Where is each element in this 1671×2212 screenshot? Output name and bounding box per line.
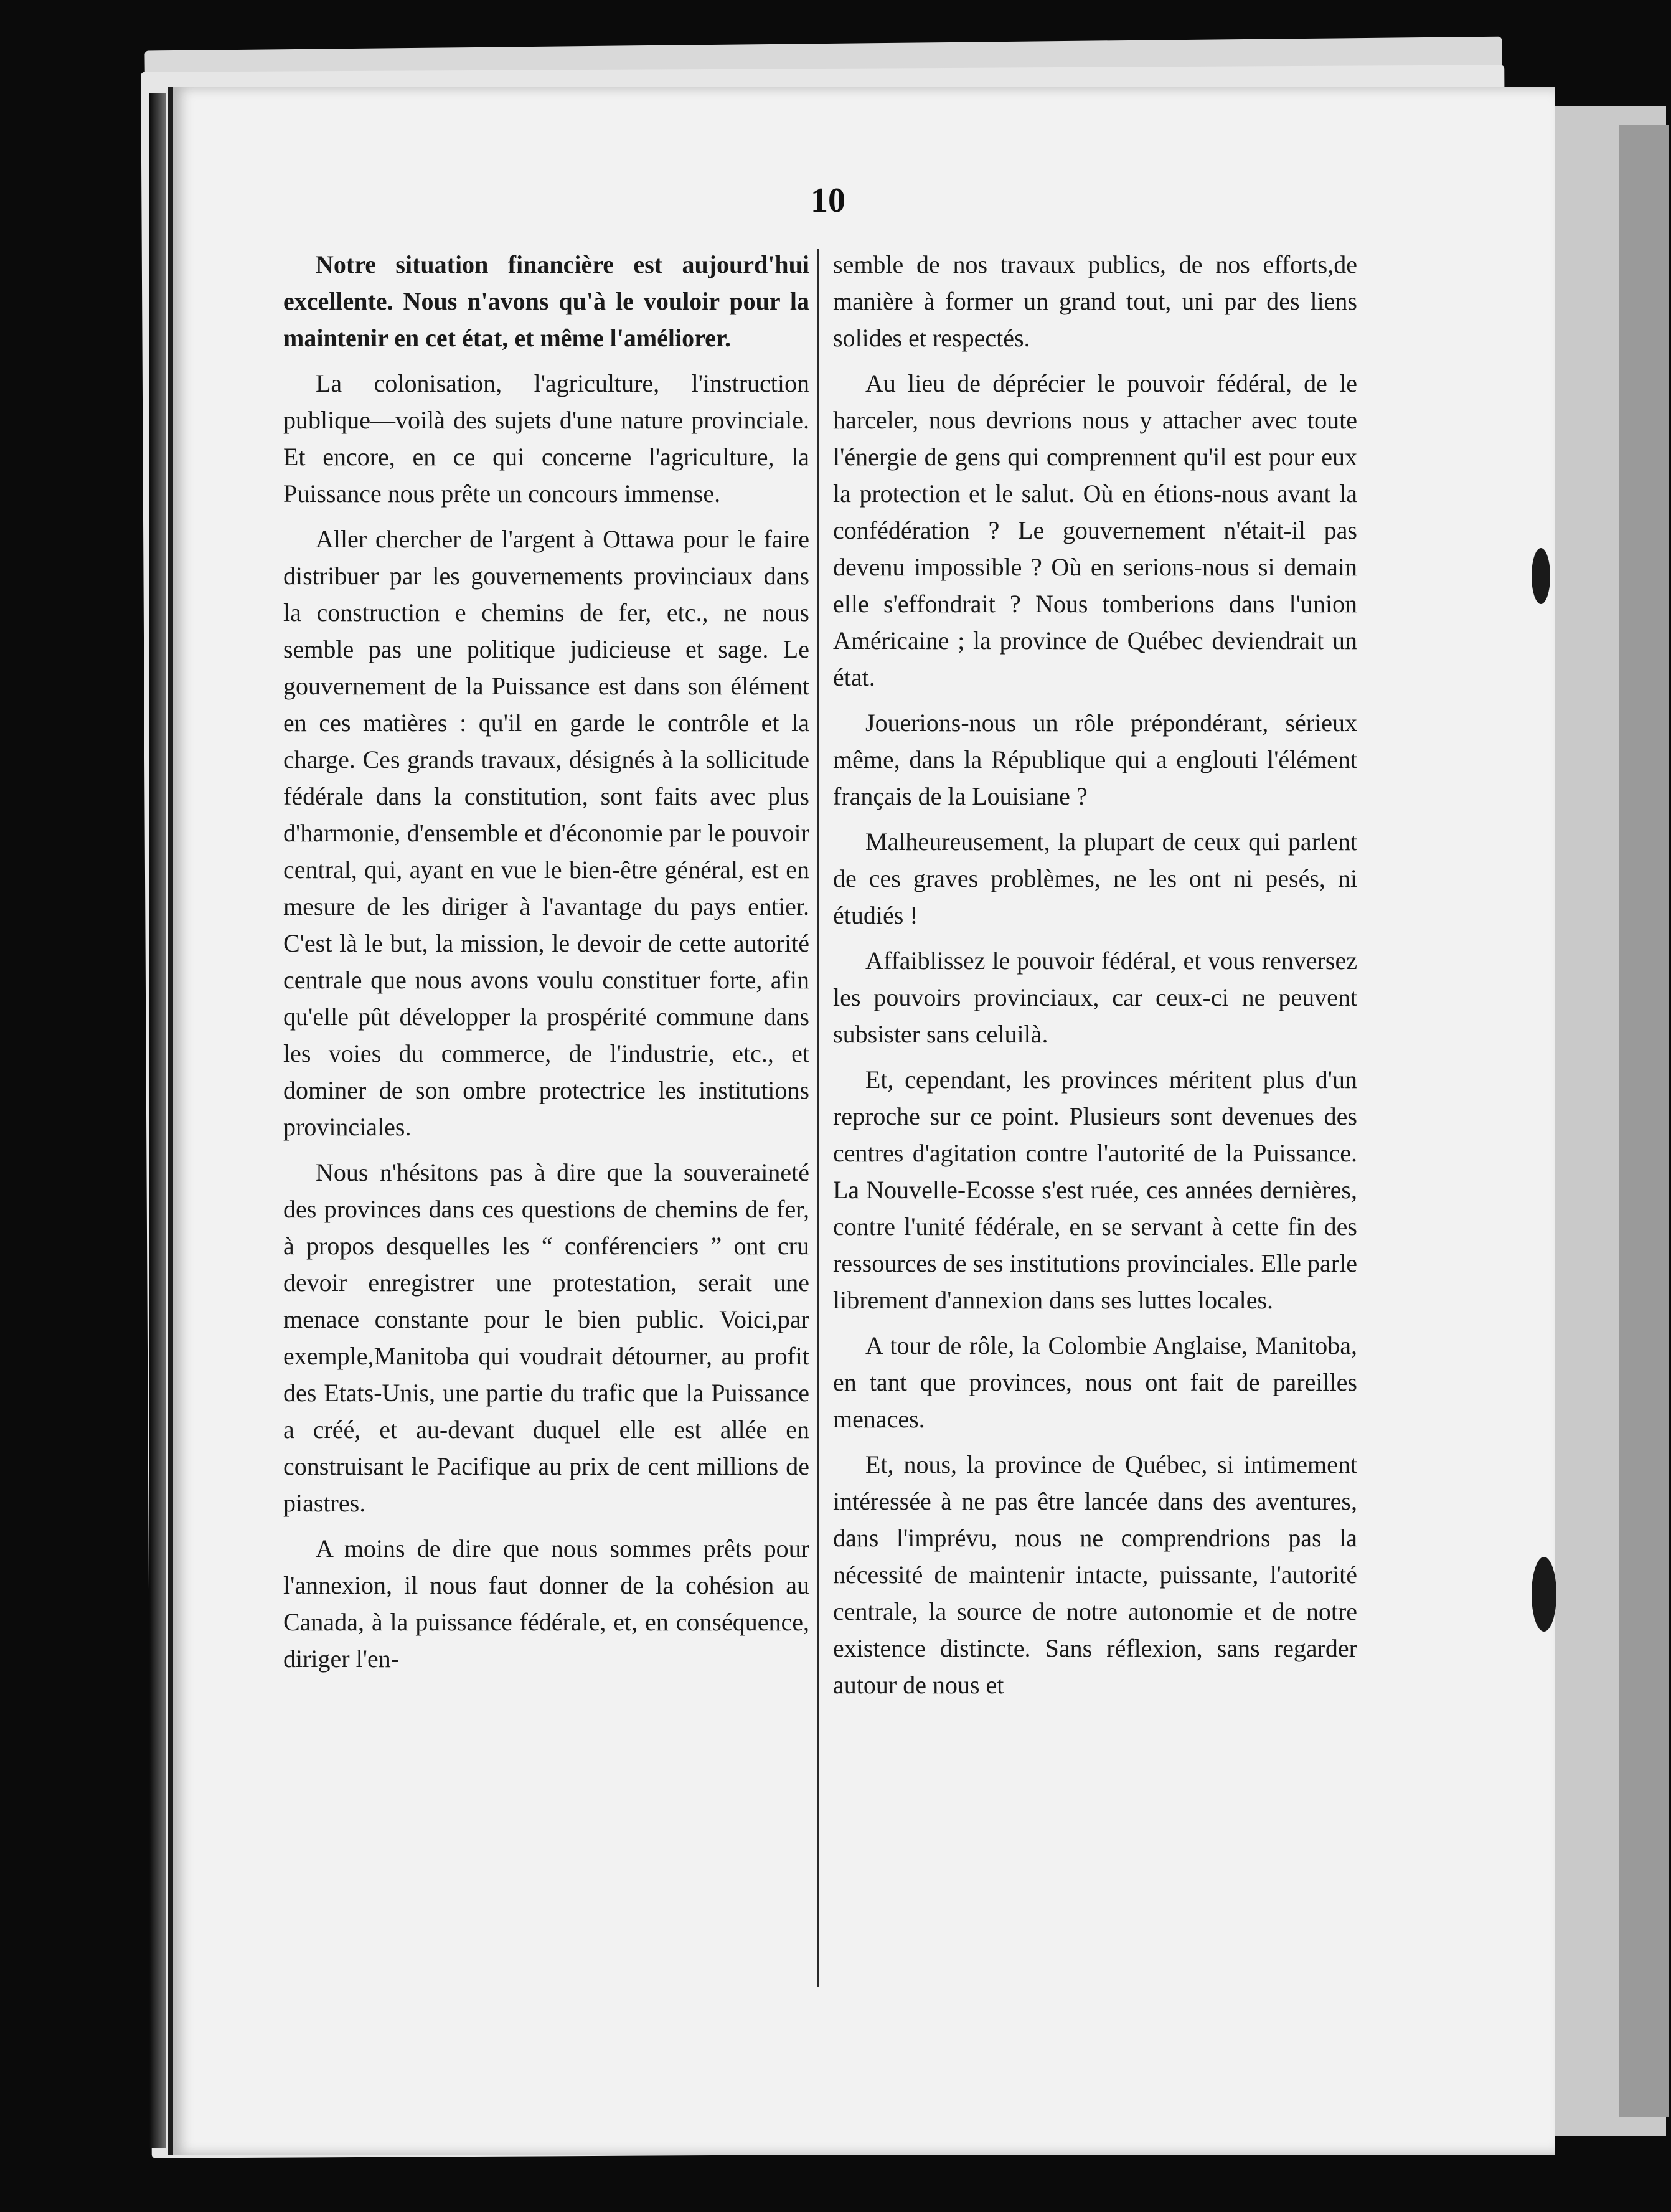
page-number: 10 <box>811 181 845 220</box>
page-damage-mark <box>1532 1557 1556 1632</box>
paragraph: A moins de dire que nous sommes prêts pour l'annexion, il nous faut donner de la cohésion au Canada, à la puissance fédérale, et, en conséquence, diriger l'en- <box>283 1534 809 1673</box>
page-damage-mark <box>1532 548 1550 604</box>
paragraph: Jouerions-nous un rôle prépondérant, sérieux même, dans la République qui a englouti l'élément français de la Louisiane ? <box>833 709 1357 810</box>
paragraph: La colonisation, l'agriculture, l'instruction publique—voilà des sujets d'une nature provinciale. Et encore, en ce qui concerne l'agriculture, la Puissance nous prête un concours immense. <box>283 369 809 508</box>
right-column <box>833 246 1357 1712</box>
paragraph: Notre situation financière est aujourd'hui excellente. Nous n'avons qu'à le vouloir pour la maintenir en cet état, et même l'améliorer. <box>283 250 809 352</box>
column-divider <box>817 249 819 1987</box>
paragraph: Malheureusement, la plupart de ceux qui parlent de ces graves problèmes, ne les ont ni pesés, ni étudiés ! <box>833 828 1357 929</box>
paragraph: Aller chercher de l'argent à Ottawa pour le faire distribuer par les gouvernements provinciaux dans la construction e chemins de fer, etc., ne nous semble pas une politique judicieuse et sage. Le gouvernement de la Puissance est dans son élément en ces matières : qu'il en garde le contrôle et la charge. Ces grands travaux, désignés à la sollicitude fédérale dans la constitution, sont faits avec plus d'harmonie, d'ensemble et d'économie par le pouvoir central, qui, ayant en vue le bien-être général, est en mesure de les diriger à l'avantage du pays entier. C'est là le but, la mission, le devoir de cette autorité centrale que nous avons voulu constituer forte, afin qu'elle pût développer la prospérité commune dans les voies du commerce, de l'industrie, etc., et dominer de son ombre protectrice les institutions provinciales. <box>283 525 809 1141</box>
paragraph: Et, cependant, les provinces méritent plus d'un reproche sur ce point. Plusieurs sont devenues des centres d'agitation contre l'autorité de la Puissance. La Nouvelle-Ecosse s'est ruée, ces années dernières, contre l'unité fédérale, en se servant à cette fin des ressources de ses institutions provinciales. Elle parle librement d'annexion dans ses luttes locales. <box>833 1066 1357 1314</box>
left-column <box>283 246 809 1686</box>
paragraph: Nous n'hésitons pas à dire que la souveraineté des provinces dans ces questions de chemins de fer, à propos desquelles les “ conférenciers ” ont cru devoir enregistrer une protestation, serait une menace constante pour le bien public. Voici,par exemple,Manitoba qui voudrait détourner, au profit des Etats-Unis, une partie du trafic que la Puissance a créé, et au-devant duquel elle est allée en construisant le Pacifique au prix de cent millions de piastres. <box>283 1158 809 1517</box>
adjacent-page-edge <box>1619 125 1669 2117</box>
paragraph: Et, nous, la province de Québec, si intimement intéressée à ne pas être lancée dans des aventures, dans l'imprévu, nous ne comprendrions pas la nécessité de maintenir intacte, puissante, l'autorité centrale, la source de notre autonomie et de notre existence distincte. Sans réflexion, sans regarder autour de nous et <box>833 1450 1357 1699</box>
paragraph: Au lieu de déprécier le pouvoir fédéral, de le harceler, nous devrions nous y attacher avec toute l'énergie de gens qui comprennent qu'il est pour eux la protection et le salut. Où en étions-nous avant la confédération ? Le gouvernement n'était-il pas devenu impossible ? Où en serions-nous si demain elle s'effondrait ? Nous tomberions dans l'union Américaine ; la province de Québec deviendrait un état. <box>833 369 1357 691</box>
paragraph: A tour de rôle, la Colombie Anglaise, Manitoba, en tant que provinces, nous ont fait de pareilles menaces. <box>833 1331 1357 1433</box>
paragraph: semble de nos travaux publics, de nos efforts,de manière à former un grand tout, uni par des liens solides et respectés. <box>833 250 1357 352</box>
paragraph: Affaiblissez le pouvoir fédéral, et vous renversez les pouvoirs provinciaux, car ceux-ci ne peuvent subsister sans celuilà. <box>833 947 1357 1048</box>
binding-shadow <box>149 93 166 2148</box>
